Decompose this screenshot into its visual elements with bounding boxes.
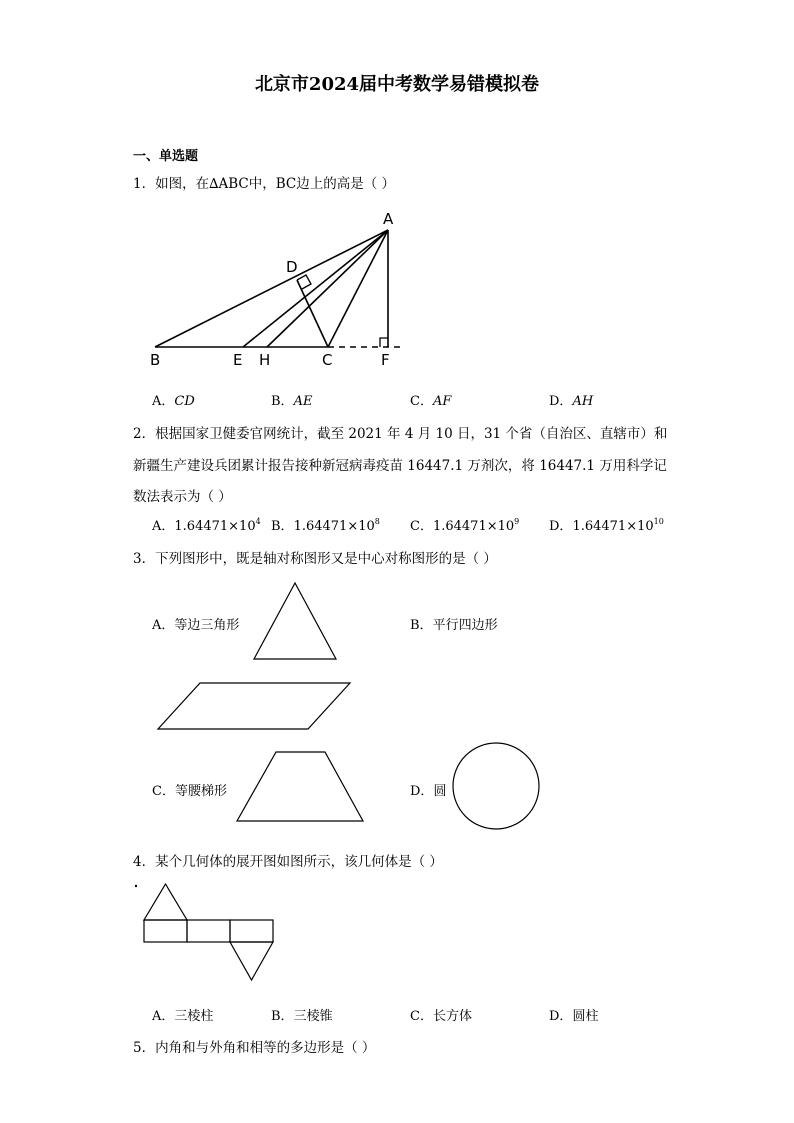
stray-dot bbox=[135, 885, 137, 887]
net-rectangle-2 bbox=[187, 920, 230, 942]
option-letter: C． bbox=[410, 394, 433, 409]
option-text: 圆柱 bbox=[572, 1009, 599, 1024]
q4-option-c[interactable] bbox=[410, 1005, 472, 1024]
option-letter: C． bbox=[410, 519, 433, 534]
option-text: 圆 bbox=[433, 784, 447, 799]
net-bottom-triangle bbox=[230, 942, 273, 980]
option-letter: A． bbox=[152, 519, 175, 534]
option-letter: B． bbox=[271, 1009, 294, 1024]
option-base: 1.64471×10 bbox=[293, 519, 375, 534]
option-letter: D． bbox=[549, 1009, 573, 1024]
option-letter: B． bbox=[271, 394, 294, 409]
option-exponent: 8 bbox=[374, 517, 380, 526]
question-4-stem: 4．某个几何体的展开图如图所示，该几何体是（ ） bbox=[133, 854, 443, 870]
option-letter: A． bbox=[152, 618, 175, 633]
option-text: AH bbox=[572, 394, 594, 409]
question-2-line-1: 2．根据国家卫健委官网统计，截至 2021 年 4 月 10 日，31 个省（自治区、直辖市）和 bbox=[133, 426, 668, 442]
option-letter: C． bbox=[152, 784, 175, 799]
q4-option-b[interactable] bbox=[271, 1005, 333, 1024]
option-text: AF bbox=[432, 394, 452, 409]
option-text: CD bbox=[174, 394, 195, 409]
section-heading: 一、单选题 bbox=[133, 149, 199, 164]
option-letter: B． bbox=[271, 519, 294, 534]
option-exponent: 9 bbox=[514, 517, 520, 526]
option-exponent: 10 bbox=[653, 517, 664, 526]
question-2-line-3: 数法表示为（ ） bbox=[133, 489, 232, 505]
option-text: 三棱柱 bbox=[174, 1009, 214, 1024]
option-letter: D． bbox=[410, 784, 434, 799]
net-rectangle-1 bbox=[144, 920, 187, 942]
option-letter: D． bbox=[549, 394, 573, 409]
option-text: AE bbox=[293, 394, 313, 409]
option-base: 1.64471×10 bbox=[432, 519, 515, 534]
option-letter: D． bbox=[549, 519, 573, 534]
page-title: 北京市2024届中考数学易错模拟卷 bbox=[254, 74, 540, 95]
q4-option-a[interactable] bbox=[152, 1005, 213, 1024]
option-base: 1.64471×10 bbox=[572, 519, 654, 534]
option-text: 三棱锥 bbox=[293, 1009, 333, 1024]
option-letter: B． bbox=[410, 618, 433, 633]
question-1-stem: 1．如图，在∆ABC中，BC边上的高是（ ） bbox=[133, 176, 396, 192]
label-C: C bbox=[322, 351, 333, 369]
label-B: B bbox=[150, 351, 161, 369]
net-rectangle-3 bbox=[230, 920, 273, 942]
option-letter: A． bbox=[152, 1009, 175, 1024]
label-E: E bbox=[233, 351, 243, 369]
option-text: 等边三角形 bbox=[174, 618, 240, 633]
option-letter: A． bbox=[152, 394, 175, 409]
q4-option-d[interactable] bbox=[549, 1005, 598, 1024]
question-3-stem: 3．下列图形中，既是轴对称图形又是中心对称图形的是（ ） bbox=[133, 551, 497, 567]
question-2-line-2: 新疆生产建设兵团累计报告接种新冠病毒疫苗 16447.1 万剂次，将 16447.1 万用科学记 bbox=[133, 458, 667, 474]
option-letter: C． bbox=[410, 1009, 433, 1024]
option-text: 平行四边形 bbox=[432, 618, 498, 633]
label-H: H bbox=[259, 351, 271, 369]
net-top-triangle bbox=[144, 884, 187, 920]
question-5-stem: 5．内角和与外角和相等的多边形是（ ） bbox=[133, 1040, 376, 1056]
label-D: D bbox=[286, 258, 298, 276]
option-exponent: 4 bbox=[255, 517, 261, 526]
label-A: A bbox=[383, 210, 394, 228]
option-base: 1.64471×10 bbox=[174, 519, 256, 534]
option-text: 等腰梯形 bbox=[174, 784, 227, 799]
option-text: 长方体 bbox=[432, 1009, 472, 1024]
label-F: F bbox=[381, 351, 390, 369]
